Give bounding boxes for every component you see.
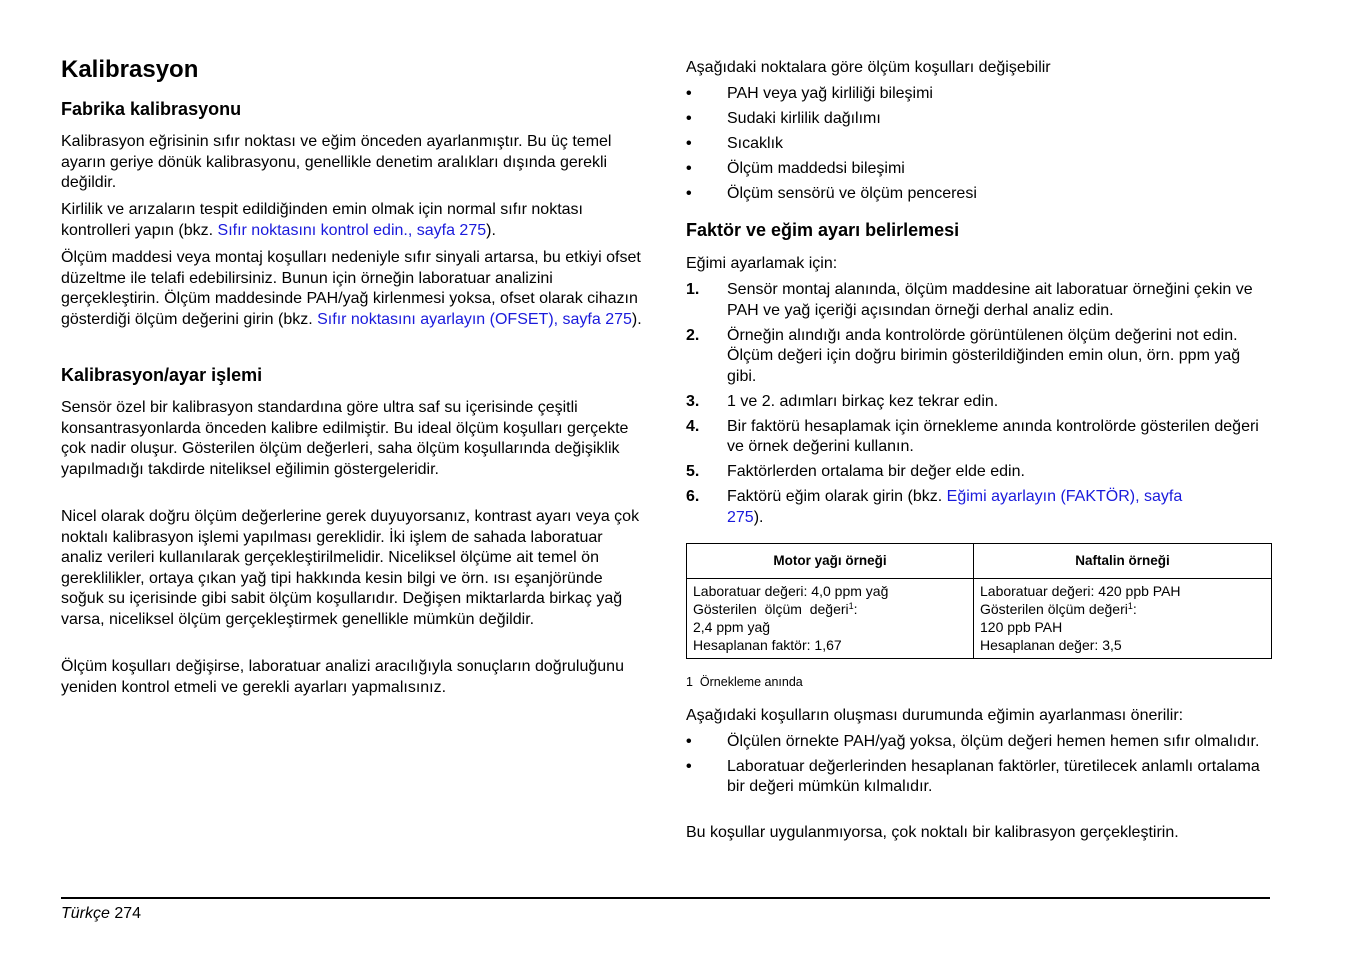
- page-footer: [61, 904, 141, 924]
- table-cell-motor-oil: [687, 579, 974, 659]
- step-item-2: [686, 326, 1272, 388]
- list-item-text: Ölçüm maddedsi bileşimi: [727, 160, 905, 177]
- step-6-end: ).: [753, 508, 764, 526]
- footnote-number: 1: [686, 675, 693, 689]
- step-item-1: [686, 280, 1272, 321]
- list-item: [686, 184, 1272, 205]
- bullet-mark: •: [686, 757, 692, 775]
- closing-paragraph: Bu koşullar uygulanmıyorsa, çok noktalı bir kalibrasyon gerçekleştirin.: [686, 824, 1179, 841]
- table-row: [687, 579, 1272, 659]
- paragraph-zero-check-end: ).: [486, 221, 496, 239]
- bullet-mark: •: [686, 135, 692, 152]
- cell-line: Hesaplanan faktör: 1,67: [693, 637, 842, 653]
- cell-line: [693, 600, 967, 618]
- bullet-mark: •: [686, 160, 692, 177]
- link-set-slope-factor[interactable]: Eğimi ayarlayın (FAKTÖR), sayfa 275: [727, 488, 1183, 526]
- paragraph-zero-check: [61, 200, 621, 241]
- footer-language: Türkçe: [61, 905, 110, 922]
- footnote-ref: 1: [848, 601, 854, 611]
- page-title: Kalibrasyon: [61, 56, 199, 83]
- list-item: [686, 109, 1272, 130]
- step-item-5: [686, 462, 1272, 483]
- list-item: [686, 134, 1272, 155]
- step-number: 6.: [686, 488, 700, 505]
- steps-list: [686, 280, 1272, 483]
- footnote-text: Örnekleme anında: [699, 675, 803, 689]
- paragraph-quantitative: Nicel olarak doğru ölçüm değerlerine gerek duyuyorsanız, kontrast ayarı veya çok noktalı kalibrasyon işlemi yapılması gereklidir. İki işlem de sahada laboratuar analiz verileri kullanılarak gerçekleştirilmelidir. Niceliksel ölçüme ait temel ön gereklilikler, ortaya çıkan yağ tipi hakkında kesin bilgi ve örn. ısı eşanjöründe soğuk su içerisinde gibi sabit ölçüm koşullarıdır. Değişen miktarlarda birkaç yağ varsa, niceliksel ölçüm gerçekleştirmek genellikle mümkün değildir.: [61, 508, 640, 628]
- paragraph-zero-check-text: Kirlilik ve arızaların tespit edildiğinden emin olmak için normal sıfır noktası kontrolleri yapın (bkz.: [61, 201, 583, 239]
- cell-line: 2,4 ppm yağ: [693, 619, 771, 635]
- step-text: 1 ve 2. adımları birkaç kez tekrar edin.: [727, 392, 999, 410]
- step-text: Sensör montaj alanında, ölçüm maddesine ait laboratuar örneğini çekin ve PAH ve yağ içeriği açısından örneği derhal analiz edin.: [727, 281, 1253, 319]
- list-item: [686, 732, 1272, 753]
- paragraph-offset-end: ).: [631, 310, 642, 328]
- heading-factor-slope: Faktör ve eğim ayarı belirlemesi: [686, 220, 960, 240]
- list-item: [686, 757, 1272, 798]
- list-item-text: Ölçüm sensörü ve ölçüm penceresi: [727, 185, 977, 202]
- table-footnote: [686, 674, 803, 690]
- step-number: 5.: [686, 463, 700, 480]
- cell-line-colon: :: [1132, 601, 1137, 617]
- table-cell-naphthalene: [974, 579, 1272, 659]
- heading-calibration-procedure: Kalibrasyon/ayar işlemi: [61, 365, 263, 385]
- list-item-text: Sudaki kirlilik dağılımı: [727, 110, 881, 127]
- step-item-6: [686, 487, 1272, 528]
- paragraph-recheck: Ölçüm koşulları değişirse, laboratuar analizi aracılığıyla sonuçların doğruluğunu yeniden kontrol etmeli ve gerekli ayarları yapmalısınız.: [61, 658, 624, 696]
- step-item-3: [686, 392, 1272, 413]
- step-6-list: [686, 487, 1272, 528]
- cell-line-text: Gösterilen ölçüm değeri: [980, 601, 1128, 617]
- list-item-text: Sıcaklık: [727, 135, 784, 152]
- cell-line-colon: :: [853, 601, 858, 617]
- cell-line: Laboratuar değeri: 420 ppb PAH: [980, 583, 1181, 599]
- step-number: 4.: [686, 417, 700, 435]
- steps-intro: Eğimi ayarlamak için:: [686, 255, 838, 272]
- cell-line: Laboratuar değeri: 4,0 ppm yağ: [693, 583, 889, 599]
- paragraph-offset: [61, 248, 643, 330]
- conditions-intro: Aşağıdaki noktalara göre ölçüm koşulları değişebilir: [686, 59, 1051, 76]
- paragraph-precalibration: Sensör özel bir kalibrasyon standardına göre ultra saf su içerisinde çeşitli konsantrasyonlarda önceden kalibre edilmiştir. Bu ideal ölçüm koşulları gerçekte çok nadir oluşur. Gösterilen ölçüm değerleri, saha ölçüm koşullarında değişiklik yapılmadığı takdirde niteliksel eğilimin göstergeleridir.: [61, 399, 629, 478]
- cell-line: [980, 600, 1265, 618]
- slope-conditions-list: [686, 732, 1272, 798]
- slope-conditions-intro: Aşağıdaki koşulların oluşması durumunda eğimin ayarlanması önerilir:: [686, 707, 1184, 724]
- list-item: [686, 159, 1272, 180]
- step-number: 2.: [686, 326, 700, 344]
- step-6-text: Faktörü eğim olarak girin (bkz.: [727, 488, 947, 505]
- cell-line: Hesaplanan değer: 3,5: [980, 637, 1122, 653]
- bullet-mark: •: [686, 733, 692, 750]
- step-item-4: [686, 417, 1272, 458]
- conditions-list: [686, 84, 1272, 205]
- list-item-text: Ölçülen örnekte PAH/yağ yoksa, ölçüm değeri hemen hemen sıfır olmalıdır.: [727, 733, 1260, 750]
- bullet-mark: •: [686, 185, 692, 202]
- table-header-row: [687, 544, 1272, 579]
- footer-rule: [61, 897, 1270, 899]
- cell-line: 120 ppb PAH: [980, 619, 1063, 635]
- step-text: Faktörlerden ortalama bir değer elde edin.: [727, 463, 1025, 480]
- table-header-naphthalene: Naftalin örneği: [974, 544, 1272, 579]
- bullet-mark: •: [686, 85, 692, 102]
- step-number: 3.: [686, 392, 700, 410]
- table-header-motor-oil: Motor yağı örneği: [687, 544, 974, 579]
- list-item: [686, 84, 1272, 105]
- footnote-ref: 1: [1127, 601, 1133, 611]
- step-number: 1.: [686, 281, 700, 298]
- step-text: Örneğin alındığı anda kontrolörde görüntülenen ölçüm değerini not edin. Ölçüm değeri için doğru birimin gösterildiğinden emin olun, örn. ppm yağ gibi.: [727, 326, 1241, 385]
- footer-page-number: 274: [114, 905, 142, 922]
- heading-factory-calibration: Fabrika kalibrasyonu: [61, 99, 242, 119]
- cell-line-text: Gösterilen ölçüm değeri: [693, 601, 849, 617]
- list-item-text: PAH veya yağ kirliliği bileşimi: [727, 85, 933, 102]
- paragraph-offset-text: Ölçüm maddesi veya montaj koşulları nedeniyle sıfır sinyali artarsa, bu etkiyi ofset düzeltme ile telafi edebilirsiniz. Bunun için örneğin laboratuar analizini gerçekleştirin. Ölçüm maddesinde PAH/yağ kirlenmesi yoksa, ofset olarak cihazın gösterdiği ölçüm değerini girin (bkz.: [61, 249, 641, 328]
- example-table: [686, 543, 1272, 659]
- bullet-mark: •: [686, 110, 692, 127]
- link-check-zero-point[interactable]: Sıfır noktasını kontrol edin., sayfa 275: [217, 221, 487, 239]
- step-text: Bir faktörü hesaplamak için örnekleme anında kontrolörde gösterilen değeri ve örnek değerini kullanın.: [727, 417, 1259, 455]
- link-set-zero-point-offset[interactable]: Sıfır noktasını ayarlayın (OFSET), sayfa 275: [317, 310, 632, 328]
- list-item-text: Laboratuar değerlerinden hesaplanan faktörler, türetilecek anlamlı ortalama bir değeri mümkün kılmalıdır.: [727, 757, 1260, 795]
- paragraph-factory-calibration: Kalibrasyon eğrisinin sıfır noktası ve eğim önceden ayarlanmıştır. Bu üç temel ayarın geriye dönük kalibrasyonu, genellikle denetim aralıkları dışında gerekli değildir.: [61, 133, 612, 191]
